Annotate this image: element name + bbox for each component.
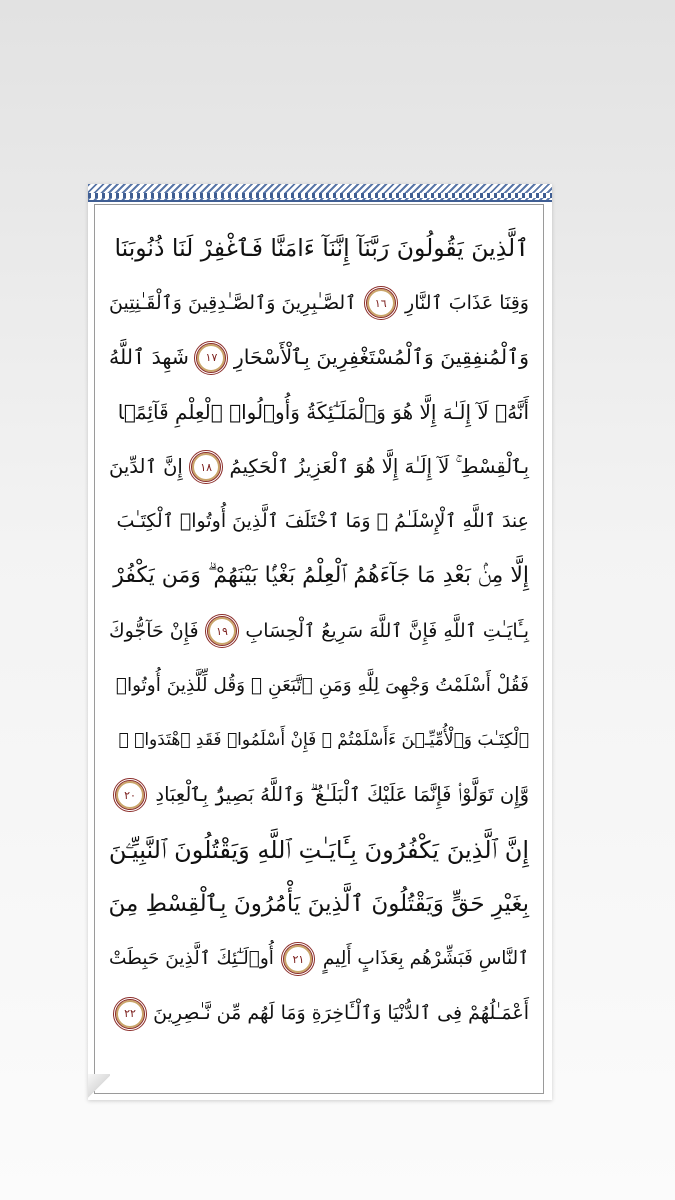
- verse-text: شَهِدَ ٱللَّهُ: [109, 345, 189, 370]
- ayah-number-marker: ٢٢: [113, 997, 147, 1031]
- verse-text: وَّإِن تَوَلَّوْا۟ فَإِنَّمَا عَلَيْكَ ٱلْبَلَـٰغُ ۗ وَٱللَّهُ بَصِيرٌۢ بِٱلْعِبَادِ: [155, 783, 529, 807]
- ayah-number-marker: ١٦: [364, 286, 398, 320]
- verse-lines: [95, 221, 543, 1041]
- verse-line: [95, 604, 543, 659]
- verse-text: أَعْمَـٰلُهُمْ فِى ٱلدُّنْيَا وَٱلْـَٔاخِرَةِ وَمَا لَهُم مِّن نَّـٰصِرِينَ: [153, 1002, 529, 1025]
- ayah-number-marker: ٢٠: [113, 778, 147, 812]
- verse-line: [95, 385, 543, 440]
- verse-text: بِـَٔايَـٰتِ ٱللَّهِ فَإِنَّ ٱللَّهَ سَرِيعُ ٱلْحِسَابِ: [245, 619, 529, 642]
- mushaf-page: [88, 184, 552, 1100]
- text-frame: [94, 204, 544, 1094]
- verse-line: [95, 713, 543, 768]
- verse-text: ٱلَّذِينَ يَقُولُونَ رَبَّنَآ إِنَّنَآ ءَامَنَّا فَٱغْفِرْ لَنَا ذُنُوبَنَا: [114, 233, 529, 262]
- verse-line: [95, 549, 543, 604]
- verse-text: أَنَّهُۥ لَآ إِلَـٰهَ إِلَّا هُوَ وَٱلْمَلَـٰٓئِكَةُ وَأُو۟لُوا۟ ٱلْعِلْمِ قَآئِمًۢا: [117, 400, 529, 425]
- verse-text: إِنَّ ٱلدِّينَ: [109, 455, 183, 479]
- verse-text: ٱلْكِتَـٰبَ وَٱلْأُمِّيِّـۧنَ ءَأَسْلَمْتُمْ ۚ فَإِنْ أَسْلَمُوا۟ فَقَدِ ٱهْتَدَوا۟ ۖ: [118, 730, 529, 751]
- verse-text: وَقِنَا عَذَابَ ٱلنَّارِ: [405, 291, 529, 314]
- verse-text: وَٱلْمُنفِقِينَ وَٱلْمُسْتَغْفِرِينَ بِٱلْأَسْحَارِ: [233, 345, 529, 370]
- verse-line: [95, 823, 543, 878]
- page-curl: [88, 1074, 110, 1100]
- verse-line: [95, 330, 543, 385]
- verse-line: [95, 768, 543, 823]
- verse-text: عِندَ ٱللَّهِ ٱلْإِسْلَـٰمُ ۗ وَمَا ٱخْتَلَفَ ٱلَّذِينَ أُوتُوا۟ ٱلْكِتَـٰبَ: [116, 510, 529, 533]
- ayah-number-marker: ١٧: [194, 341, 228, 375]
- verse-text: إِنَّ ٱلَّذِينَ يَكْفُرُونَ بِـَٔايَـٰتِ ٱللَّهِ وَيَقْتُلُونَ ٱلنَّبِيِّـۧنَ: [108, 835, 529, 864]
- verse-text: بِٱلْقِسْطِ ۚ لَآ إِلَـٰهَ إِلَّا هُوَ ٱلْعَزِيزُ ٱلْحَكِيمُ: [229, 455, 529, 479]
- verse-line: [95, 276, 543, 331]
- verse-text: بِغَيْرِ حَقٍّ وَيَقْتُلُونَ ٱلَّذِينَ يَأْمُرُونَ بِٱلْقِسْطِ مِنَ: [108, 891, 529, 918]
- verse-text: فَإِنْ حَآجُّوكَ: [109, 619, 199, 642]
- verse-line: [95, 932, 543, 987]
- verse-text: ٱلصَّـٰبِرِينَ وَٱلصَّـٰدِقِينَ وَٱلْقَـٰنِتِينَ: [109, 291, 357, 314]
- verse-text: أُو۟لَـٰٓئِكَ ٱلَّذِينَ حَبِطَتْ: [109, 948, 274, 970]
- verse-line: [95, 221, 543, 276]
- ayah-number-marker: ١٩: [205, 614, 239, 648]
- verse-text: إِلَّا مِنۢ بَعْدِ مَا جَآءَهُمُ ٱلْعِلْمُ بَغْيًۢا بَيْنَهُمْ ۗ وَمَن يَكْفُرْ: [113, 563, 529, 589]
- verse-line: [95, 877, 543, 932]
- ayah-number-marker: ١٨: [189, 450, 223, 484]
- verse-line: [95, 494, 543, 549]
- ayah-number-marker: ٢١: [281, 942, 315, 976]
- verse-line: [95, 987, 543, 1042]
- verse-line: [95, 659, 543, 714]
- ornamental-border-top: [88, 184, 552, 202]
- verse-text: فَقُلْ أَسْلَمْتُ وَجْهِىَ لِلَّهِ وَمَنِ ٱتَّبَعَنِ ۗ وَقُل لِّلَّذِينَ أُوتُوا۟: [115, 674, 529, 696]
- verse-text: ٱلنَّاسِ فَبَشِّرْهُم بِعَذَابٍ أَلِيمٍ: [322, 948, 529, 970]
- verse-line: [95, 440, 543, 495]
